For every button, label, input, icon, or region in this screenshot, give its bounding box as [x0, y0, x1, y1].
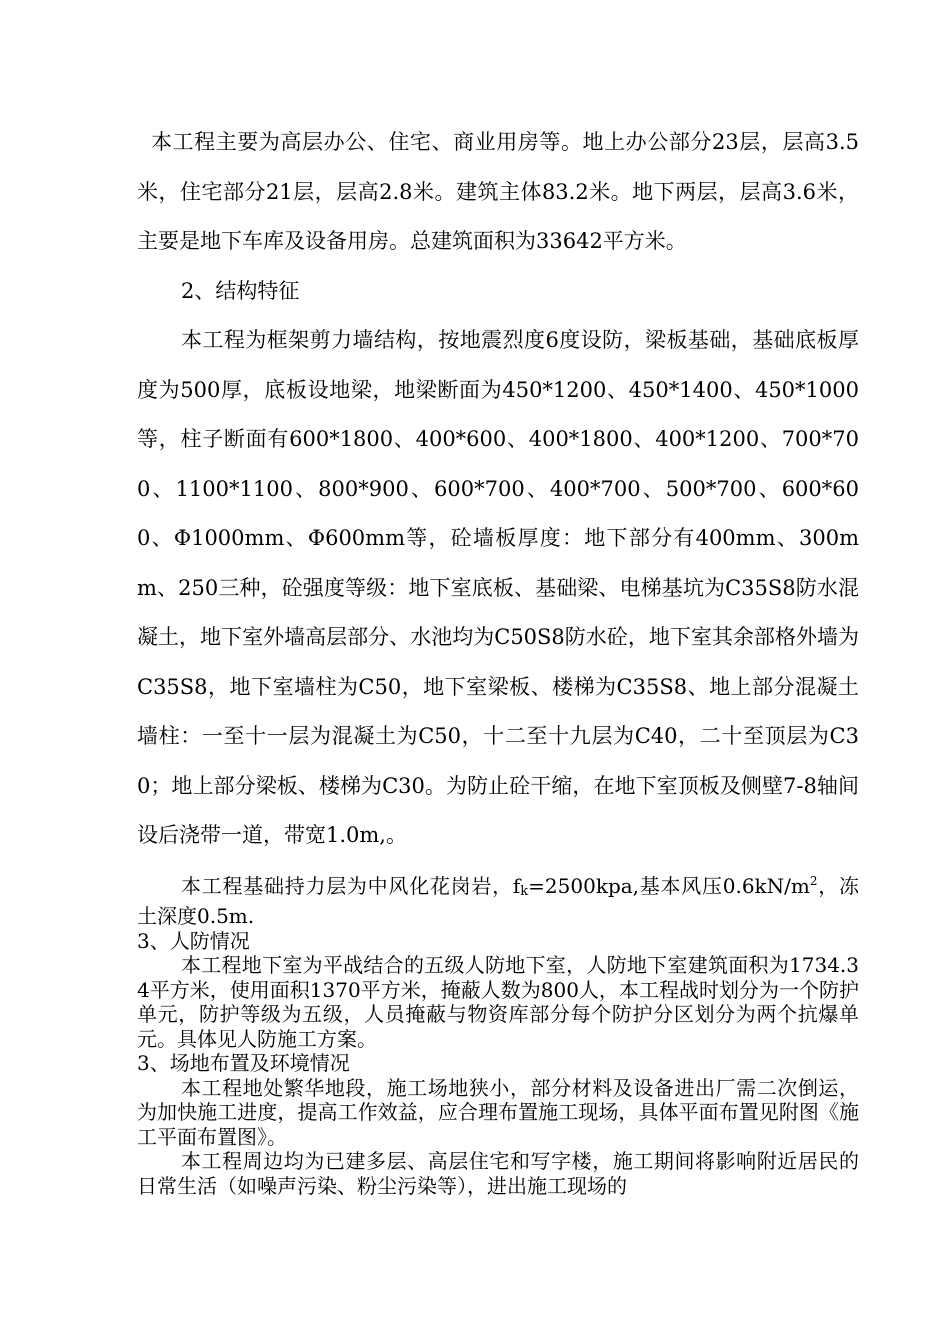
foundation-text-b: =2500kpa,基本风压0.6kN/m [528, 873, 810, 898]
document-body [137, 118, 859, 1198]
paragraph-structure-details: 本工程为框架剪力墙结构，按地震烈度6度设防，梁板基础，基础底板厚度为500厚，底板设地梁，地梁断面为450*1200、450*1400、450*1000等，柱子断面有600*1800、400*600、400*1800、400*1200、700*700、1100*1100、800*900、600*700、400*700、500*700、600*600、Φ1000mm、Φ600mm等，砼墙板厚度：地下部分有400mm、300mm、250三种，砼强度等级：地下室底板、基础梁、电梯基坑为C35S8防水混凝土，地下室外墙高层部分、水池均为C50S8防水砼，地下室其余部格外墙为C35S8，地下室墙柱为C50，地下室梁板、楼梯为C35S8、地上部分混凝土墙柱：一至十一层为混凝土为C50，十二至十九层为C40，二十至顶层为C30；地上部分梁板、楼梯为C30。为防止砼干缩，在地下室顶板及侧壁7-8轴间设后浇带一道，带宽1.0m,。 [137, 328, 859, 847]
foundation-text-a: 本工程基础持力层为中风化花岗岩，f [181, 873, 521, 898]
superscript-2: 2 [809, 873, 818, 888]
paragraph-civil-defense: 本工程地下室为平战结合的五级人防地下室，人防地下室建筑面积为1734.34平方米，使用面积1370平方米，掩蔽人数为800人，本工程战时划分为一个防护单元，防护等级为五级，人员掩蔽与物资库部分每个防护分区划分为两个抗爆单元。具体见人防施工方案。 [137, 953, 859, 1051]
subscript-k: k [520, 883, 529, 899]
heading-site-layout: 3、场地布置及环境情况 [137, 1051, 350, 1075]
paragraph-foundation-layer [137, 869, 859, 929]
paragraph-site-layout: 本工程地处繁华地段，施工场地狭小，部分材料及设备进出厂需二次倒运，为加快施工进度，提高工作效益，应合理布置施工现场，具体平面布置见附图《施工平面布置图》。 [137, 1075, 859, 1149]
foundation-text-c: ，冻土深度0.5m. [137, 873, 859, 928]
paragraph-surroundings: 本工程周边均为已建多层、高层住宅和写字楼，施工期间将影响附近居民的日常生活（如噪声污染、粉尘污染等），进出施工现场的 [137, 1149, 859, 1198]
paragraph-project-overview: 本工程主要为高层办公、住宅、商业用房等。地上办公部分23层，层高3.5米，住宅部分21层，层高2.8米。建筑主体83.2米。地下两层，层高3.6米，主要是地下车库及设备用房。总建筑面积为33642平方米。 [137, 130, 859, 253]
spacer [137, 861, 859, 869]
heading-civil-defense: 3、人防情况 [137, 928, 250, 953]
heading-structure-features: 2、结构特征 [181, 278, 300, 303]
